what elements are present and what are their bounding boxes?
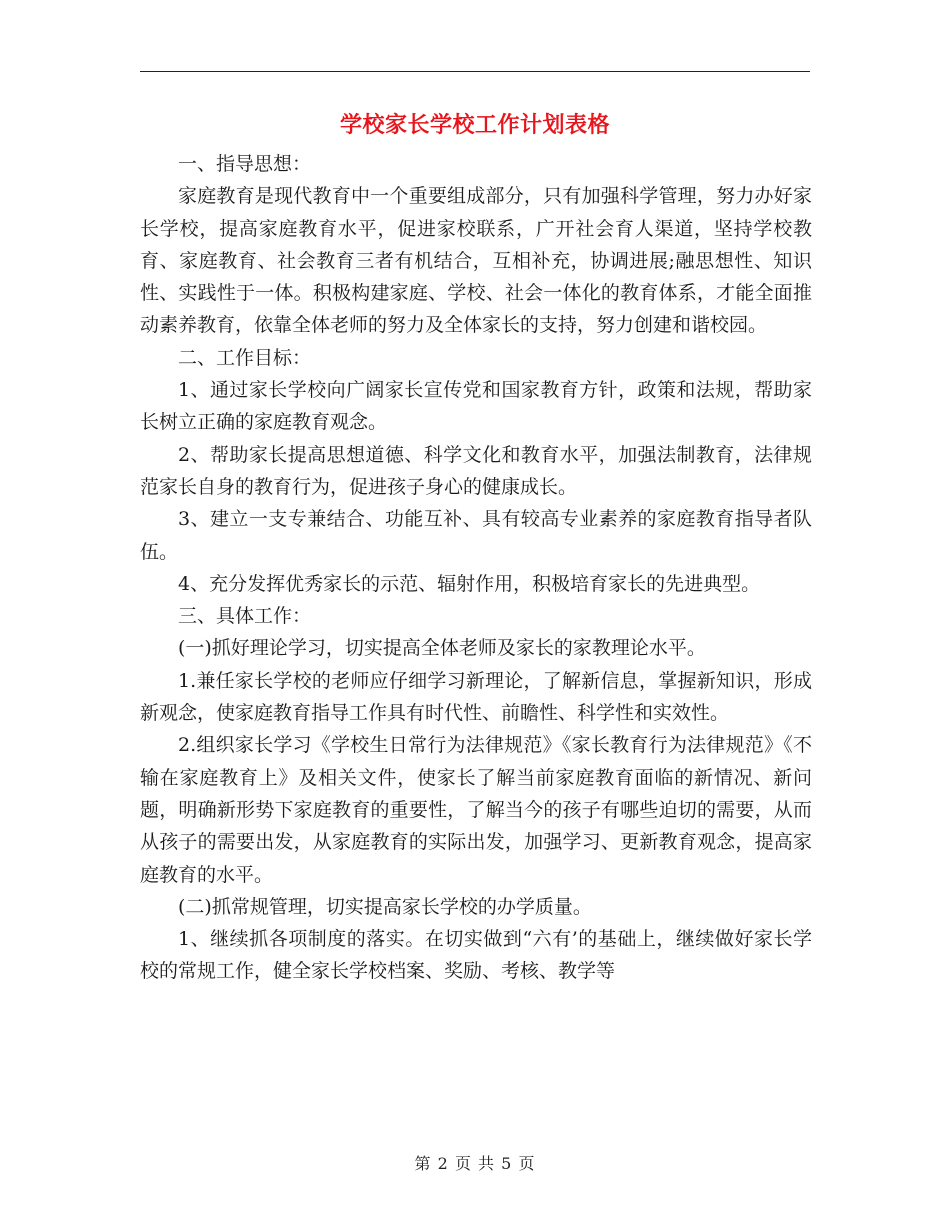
document-title: 学校家长学校工作计划表格 — [339, 112, 610, 138]
footer-suffix: 页 — [518, 1154, 536, 1173]
page-footer — [0, 1153, 950, 1175]
header-rule — [140, 71, 810, 72]
subsection-heading-theory-study: (一)抓好理论学习，切实提高全体老师及家长的家教理论水平。 — [178, 637, 706, 660]
paragraph-routine-1: 1、继续抓各项制度的落实。在切实做到“六有’的基础上，继续做好家长学校的常规工作，健全家长学校档案、奖励、考核、教学等 — [140, 928, 812, 983]
paragraph-goal-3: 3、建立一支专兼结合、功能互补、具有较高专业素养的家庭教育指导者队伍。 — [140, 508, 812, 563]
paragraph-goal-4: 4、充分发挥优秀家长的示范、辐射作用，积极培育家长的先进典型。 — [178, 572, 761, 595]
footer-total-word: 共 — [478, 1154, 496, 1173]
footer-current-page: 2 — [437, 1154, 449, 1173]
footer-prefix: 第 — [414, 1154, 432, 1173]
section-heading-work-goals: 二、工作目标： — [178, 346, 312, 369]
footer-page-word: 页 — [454, 1154, 472, 1173]
paragraph-theory-1: 1.兼任家长学校的老师应仔细学习新理论，了解新信息，掌握新知识，形成新观念，使家庭教育指导工作具有时代性、前瞻性、科学性和实效性。 — [140, 669, 812, 725]
document-body — [140, 148, 812, 988]
section-heading-guiding-thought: 一、指导思想： — [178, 153, 312, 175]
paragraph-goal-2: 2、帮助家长提高思想道德、科学文化和教育水平，加强法制教育，法律规范家长自身的教育行为，促进孩子身心的健康成长。 — [140, 443, 812, 498]
paragraph-goal-1: 1、通过家长学校向广阔家长宣传党和国家教育方针，政策和法规，帮助家长树立正确的家庭教育观念。 — [140, 379, 812, 434]
section-heading-specific-work: 三、具体工作： — [178, 605, 312, 628]
paragraph-theory-2: 2.组织家长学习《学校生日常行为法律规范》《家长教育行为法律规范》《不输在家庭教育上》及相关文件，使家长了解当前家庭教育面临的新情况、新问题，明确新形势下家庭教育的重要性，了解当今的孩子有哪些迫切的需要，从而从孩子的需要出发，从家庭教育的实际出发，加强学习、更新教育观念，提高家庭教育的水平。 — [140, 734, 812, 886]
subsection-heading-routine-management: (二)抓常规管理，切实提高家长学校的办学质量。 — [178, 895, 592, 918]
footer-total-pages: 5 — [501, 1154, 513, 1173]
paragraph-guiding-thought: 家庭教育是现代教育中一个重要组成部分，只有加强科学管理，努力办好家长学校，提高家庭教育水平，促进家校联系，广开社会育人渠道，坚持学校教育、家庭教育、社会教育三者有机结合，互相补充，协调进展;融思想性、知识性、实践性于一体。积极构建家庭、学校、社会一体化的教育体系，才能全面推动素养教育，依靠全体老师的努力及全体家长的支持，努力创建和谐校园。 — [140, 185, 812, 337]
